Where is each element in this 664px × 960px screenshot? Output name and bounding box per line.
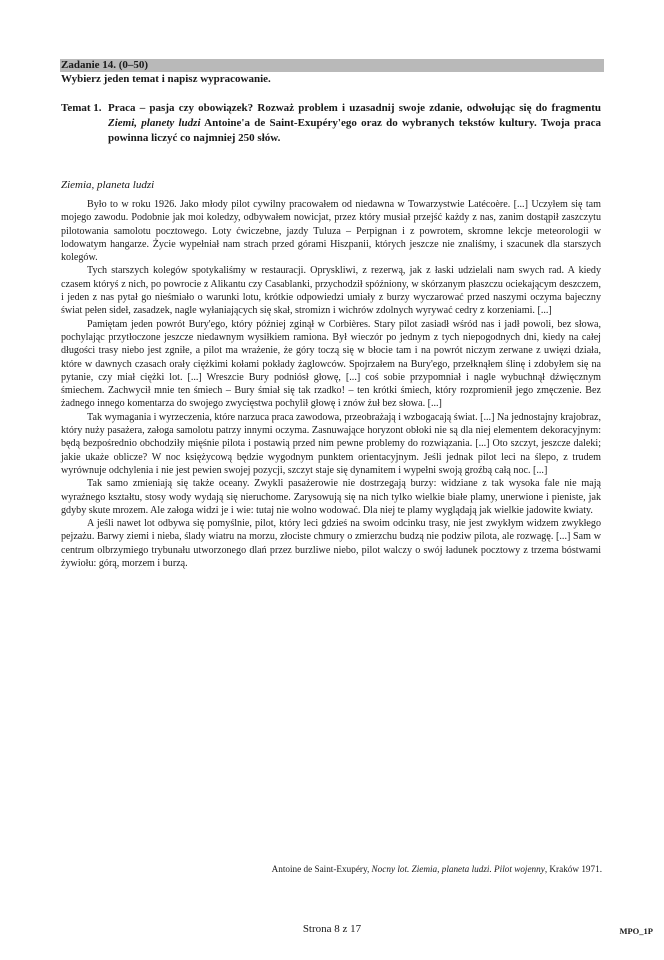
page-number: Strona 8 z 17 [302,923,362,935]
topic-text [108,101,601,147]
paragraph: Pamiętam jeden powrót Bury'ego, który później zginął w Corbières. Stary pilot zasiadł wśród nas i jadł powoli, bez słowa, pochylając przytłoczone jeszcze niedawnym wysiłkiem ramiona. Był wieczór po jednym z tych niepogodnych dni, kiedy na całej długości trasy niebo jest zgniłe, a pilot ma wrażenie, że góry toczą się w błocie tam i na powrót niczym zerwane z uwięzi działa, które w dawnych czasach orały ciężkimi kołami pokłady żaglowców. Spojrzałem na Bury'ego, przełknąłem ślinę i zdobyłem się na pytanie, czy miał ciężki lot. [...] Wreszcie Bury podniósł głowę, [...] coś sobie przypomniał i nagle wybuchnął dźwięcznym śmiechem. Zachwycił mnie ten śmiech – Bury śmiał się tak rzadko! – ten krótki śmiech, który rozpromienił jego zmęczenie. Bez żadnego innego komentarza do swojego zwycięstwa pochylił głowę i znów żuł bez słowa. [...] [61,318,601,410]
paragraph: Było to w roku 1926. Jako młody pilot cywilny pracowałem od niedawna w Towarzystwie Latécoère. [...] Uczyłem się tam mojego zawodu. Podobnie jak moi koledzy, odbywałem nowicjat, przez który musiał przejść każdy z nas, zanim dostąpił zaszczytu pilotowania samolotu pocztowego. Loty ćwiczebne, jazdy Tuluza – Perpignan i z powrotem, skromne lekcje meteorologii w lodowatym hangarze. Życie wypełniał nam strach przed górami Hiszpanii, których jeszcze nie znaliśmy, i szacunek dla starszych kolegów. [61,199,601,264]
paragraph: Tych starszych kolegów spotykaliśmy w restauracji. Opryskliwi, z rezerwą, jak z łaski udzielali nam swych rad. A kiedy czasem któryś z nich, po powrocie z Alikantu czy Casablanki, przychodził spóźniony, w skórzanym płaszczu ociekającym deszczem, i jeden z nas pytał go nieśmiało o warunki lotu, krótkie odpowiedzi umiały z burzy wyczarować przed naszymi oczyma bajeczny świat pełen sideł, zasadzek, nagle wyłaniających się skał, stromizn i wichrów zdolnych wyrywać cedry z korzeniami. [...] [61,265,601,317]
topic-work-title: Ziemi, planety ludzi [108,117,201,130]
topic-text-after: Antoine'a de Saint-Exupéry'ego oraz do wybranych tekstów kultury. Twoja praca powinna liczyć co najmniej 250 słów. [108,117,601,145]
topic-label: Temat 1. [61,102,102,114]
topic-text-before: Praca – pasja czy obowiązek? Rozważ problem i uzasadnij swoje zdanie, odwołując się do fragmentu [108,102,601,114]
paragraph: Tak wymagania i wyrzeczenia, które narzuca praca zawodowa, przeobrażają i wzbogacają świat. [...] Na jednostajny krajobraz, który nuży pasażera, załoga samolotu patrzy innymi oczyma. Zasnuwające horyzont obłoki nie są dla niej elementem dekoracyjnym: będą bezpośrednio obchodziły mięśnie pilota i postawią przed nim pewne problemy do rozwiązania. [...] Oto szczyt, jeszcze daleki; jakie ukaże oblicze? W noc księżycową będzie wygodnym punktem orientacyjnym. Jeśli jednak pilot leci na ślepo, z trudem wyrównuje odchylenia i nie jest pewien swojej pozycji, szczyt staje się dynamitem i wypełni swoją groźbą całą noc. [...] [61,411,601,476]
source-title: Ziemia, planeta ludzi [61,179,155,191]
citation-rest: , Kraków 1971. [544,864,602,874]
exam-code: MPO_1P [619,926,653,936]
source-citation [272,863,602,875]
paragraph: A jeśli nawet lot odbywa się pomyślnie, pilot, który leci gdzieś na swoim odcinku trasy, nie jest zwykłym widzem zwykłego pejzażu. Barwy ziemi i nieba, ślady wiatru na morzu, złociste chmury o zmierzchu budzą nie podziw pilota, ale rozwagę. [...] Sam w centrum olbrzymiego trybunału utworzonego dlań przez burzliwe niebo, pilot walczy o swój ładunek pocztowy z trzema bóstwami żywiołu: górą, morzem i burzą. [61,518,601,570]
task-instruction: Wybierz jeden temat i napisz wypracowanie. [61,73,271,85]
task-title: Zadanie 14. (0–50) [61,59,149,71]
source-text [61,198,601,570]
citation-works: Nocny lot. Ziemia, planeta ludzi. Pilot wojenny [371,864,545,874]
paragraph: Tak samo zmieniają się także oceany. Zwykli pasażerowie nie dostrzegają burzy: widziane z tak wysoka fale nie mają wyraźnego kształtu, stosy wody wydają się nieruchome. Zarysowują się na nich tylko wielkie białe plamy, unerwione i pieniste, jak gdyby skute mrozem. Ale załoga widzi je i wie: tutaj nie wolno wodować. Dla niej te plamy wyglądają jak wielkie jadowite kwiaty. [61,478,601,516]
citation-author: Antoine de Saint-Exupéry, [271,864,372,874]
